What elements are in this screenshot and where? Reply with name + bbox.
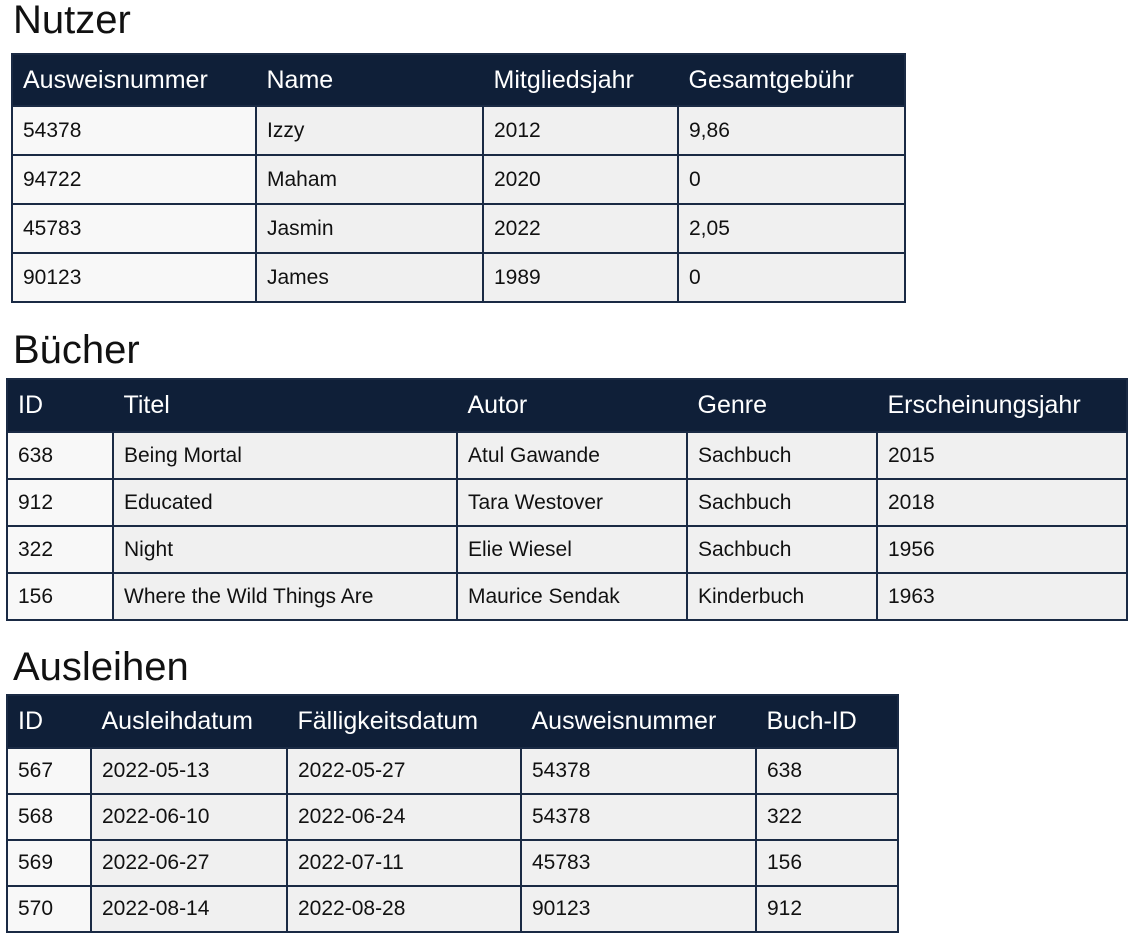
table-row — [7, 573, 1127, 620]
table-cell: 638 — [7, 432, 113, 479]
header-row — [7, 379, 1127, 432]
column-header: Gesamtgebühr — [678, 54, 905, 106]
table-cell: Atul Gawande — [457, 432, 687, 479]
table-cell: 9,86 — [678, 106, 905, 155]
table-cell: 570 — [7, 886, 91, 932]
table-cell: Maurice Sendak — [457, 573, 687, 620]
nutzer-title: Nutzer — [13, 0, 131, 42]
table-cell: 2020 — [483, 155, 678, 204]
table-cell: 2015 — [877, 432, 1127, 479]
table-row — [7, 886, 898, 932]
table-cell: 90123 — [521, 886, 756, 932]
table-row — [7, 748, 898, 794]
header-row — [7, 695, 898, 748]
table-cell: Sachbuch — [687, 526, 877, 573]
table-row — [7, 794, 898, 840]
table-row — [7, 840, 898, 886]
table-cell: 2,05 — [678, 204, 905, 253]
table-cell: 1956 — [877, 526, 1127, 573]
table-cell: 0 — [678, 155, 905, 204]
table-row — [12, 106, 905, 155]
column-header: Name — [256, 54, 483, 106]
table-cell: 2022-06-10 — [91, 794, 287, 840]
table-cell: 90123 — [12, 253, 256, 302]
column-header: ID — [7, 695, 91, 748]
table-cell: 2022-07-11 — [287, 840, 521, 886]
ausleihen-title: Ausleihen — [13, 645, 189, 689]
column-header: Autor — [457, 379, 687, 432]
column-header: Erscheinungsjahr — [877, 379, 1127, 432]
column-header: Ausweisnummer — [521, 695, 756, 748]
column-header: Mitgliedsjahr — [483, 54, 678, 106]
table-row — [7, 479, 1127, 526]
table-cell: Izzy — [256, 106, 483, 155]
table-cell: 45783 — [12, 204, 256, 253]
table-cell: 2022-05-27 — [287, 748, 521, 794]
table-cell: 156 — [7, 573, 113, 620]
table-cell: 569 — [7, 840, 91, 886]
buecher-title: Bücher — [13, 328, 140, 372]
table-cell: Elie Wiesel — [457, 526, 687, 573]
table-cell: James — [256, 253, 483, 302]
table-cell: Tara Westover — [457, 479, 687, 526]
table-cell: Being Mortal — [113, 432, 457, 479]
table-cell: 2022-06-24 — [287, 794, 521, 840]
ausleihen-table — [6, 694, 899, 933]
table-cell: 2012 — [483, 106, 678, 155]
nutzer-table — [11, 53, 906, 303]
table-cell: Educated — [113, 479, 457, 526]
table-row — [12, 204, 905, 253]
column-header: Ausweisnummer — [12, 54, 256, 106]
table-cell: 2022-08-14 — [91, 886, 287, 932]
table-cell: 2022-06-27 — [91, 840, 287, 886]
column-header: Buch-ID — [756, 695, 898, 748]
table-cell: 156 — [756, 840, 898, 886]
table-cell: Maham — [256, 155, 483, 204]
table-cell: Night — [113, 526, 457, 573]
table-cell: 2018 — [877, 479, 1127, 526]
table-cell: 638 — [756, 748, 898, 794]
table-cell: 322 — [756, 794, 898, 840]
table-cell: 322 — [7, 526, 113, 573]
table-row — [7, 526, 1127, 573]
table-cell: Sachbuch — [687, 432, 877, 479]
table-cell: 568 — [7, 794, 91, 840]
table-cell: 1989 — [483, 253, 678, 302]
buecher-table — [6, 378, 1128, 621]
table-cell: 54378 — [521, 748, 756, 794]
table-cell: 2022-05-13 — [91, 748, 287, 794]
table-cell: 1963 — [877, 573, 1127, 620]
table-cell: Where the Wild Things Are — [113, 573, 457, 620]
table-row — [12, 155, 905, 204]
table-row — [7, 432, 1127, 479]
table-cell: 0 — [678, 253, 905, 302]
table-cell: Sachbuch — [687, 479, 877, 526]
table-cell: 912 — [756, 886, 898, 932]
header-row — [12, 54, 905, 106]
column-header: Genre — [687, 379, 877, 432]
table-cell: 2022-08-28 — [287, 886, 521, 932]
table-cell: 567 — [7, 748, 91, 794]
column-header: ID — [7, 379, 113, 432]
table-cell: 2022 — [483, 204, 678, 253]
table-cell: Jasmin — [256, 204, 483, 253]
table-row — [12, 253, 905, 302]
table-cell: 54378 — [12, 106, 256, 155]
table-cell: 45783 — [521, 840, 756, 886]
column-header: Fälligkeitsdatum — [287, 695, 521, 748]
column-header: Titel — [113, 379, 457, 432]
table-cell: 94722 — [12, 155, 256, 204]
table-cell: 54378 — [521, 794, 756, 840]
column-header: Ausleihdatum — [91, 695, 287, 748]
table-cell: 912 — [7, 479, 113, 526]
table-cell: Kinderbuch — [687, 573, 877, 620]
